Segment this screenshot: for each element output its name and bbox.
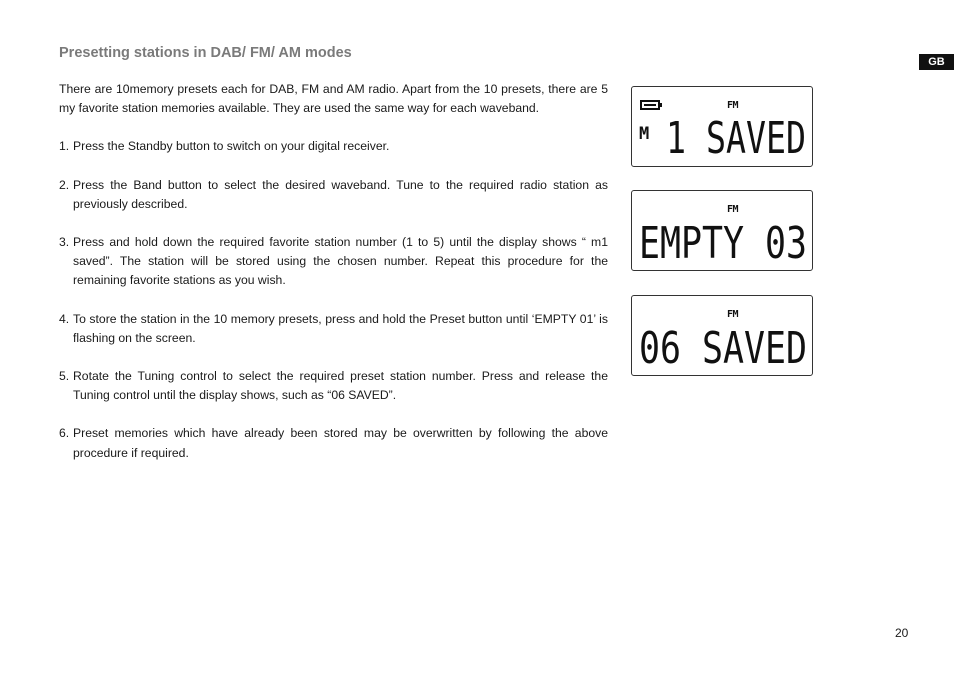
list-item (59, 176, 608, 214)
battery-icon (641, 101, 662, 109)
step-number: 1. (59, 139, 70, 154)
lcd-main-text: 1 SAVED (666, 113, 806, 164)
lcd-band-label: FM (727, 204, 739, 215)
lcd-graphic (632, 87, 814, 168)
lcd-band-label: FM (727, 100, 739, 111)
page-title: Presetting stations in DAB/ FM/ AM modes (59, 45, 352, 61)
language-badge: GB (919, 54, 954, 70)
step-number: 3. (59, 235, 70, 250)
lcd-prefix: M (639, 124, 650, 144)
step-number: 4. (59, 311, 70, 326)
lcd-band-label: FM (727, 309, 739, 320)
lcd-graphic (632, 191, 814, 272)
step-text: Press the Band button to select the desired waveband. Tune to the required radio station as previously described. (73, 177, 608, 211)
step-text: Preset memories which have already been stored may be overwritten by following the above procedure if required. (73, 426, 608, 460)
step-number: 5. (59, 369, 70, 384)
list-item (59, 424, 608, 462)
steps-list (59, 137, 608, 462)
step-text: Rotate the Tuning control to select the required preset station number. Press and release the Tuning control until the display shows, such as “06 SAVED”. (73, 369, 608, 403)
list-item (59, 137, 608, 156)
list-item (59, 367, 608, 405)
list-item (59, 310, 608, 348)
step-number: 2. (59, 177, 70, 192)
step-number: 6. (59, 426, 70, 441)
lcd-graphic (632, 296, 814, 377)
page-number: 20 (895, 626, 909, 640)
lcd-display-06-saved (631, 295, 813, 376)
lcd-display-m1-saved (631, 86, 813, 167)
step-text: To store the station in the 10 memory presets, press and hold the Preset button until ‘EMPTY 01’ is flashing on the screen. (73, 311, 608, 345)
intro-paragraph: There are 10memory presets each for DAB, FM and AM radio. Apart from the 10 presets, there are 5 my favorite station memories available. They are used the same way for each waveband. (59, 82, 608, 116)
lcd-display-empty (631, 190, 813, 271)
step-text: Press the Standby button to switch on your digital receiver. (73, 139, 390, 154)
instructions-body (59, 80, 608, 482)
lcd-main-text: EMPTY 03 (639, 218, 807, 269)
lcd-main-text: 06 SAVED (639, 323, 807, 374)
list-item (59, 233, 608, 291)
step-text: Press and hold down the required favorite station number (1 to 5) until the display shows “ m1 saved”. The station will be stored using the chosen number. Repeat this procedure for the remaining favorite stations as you wish. (73, 235, 608, 288)
